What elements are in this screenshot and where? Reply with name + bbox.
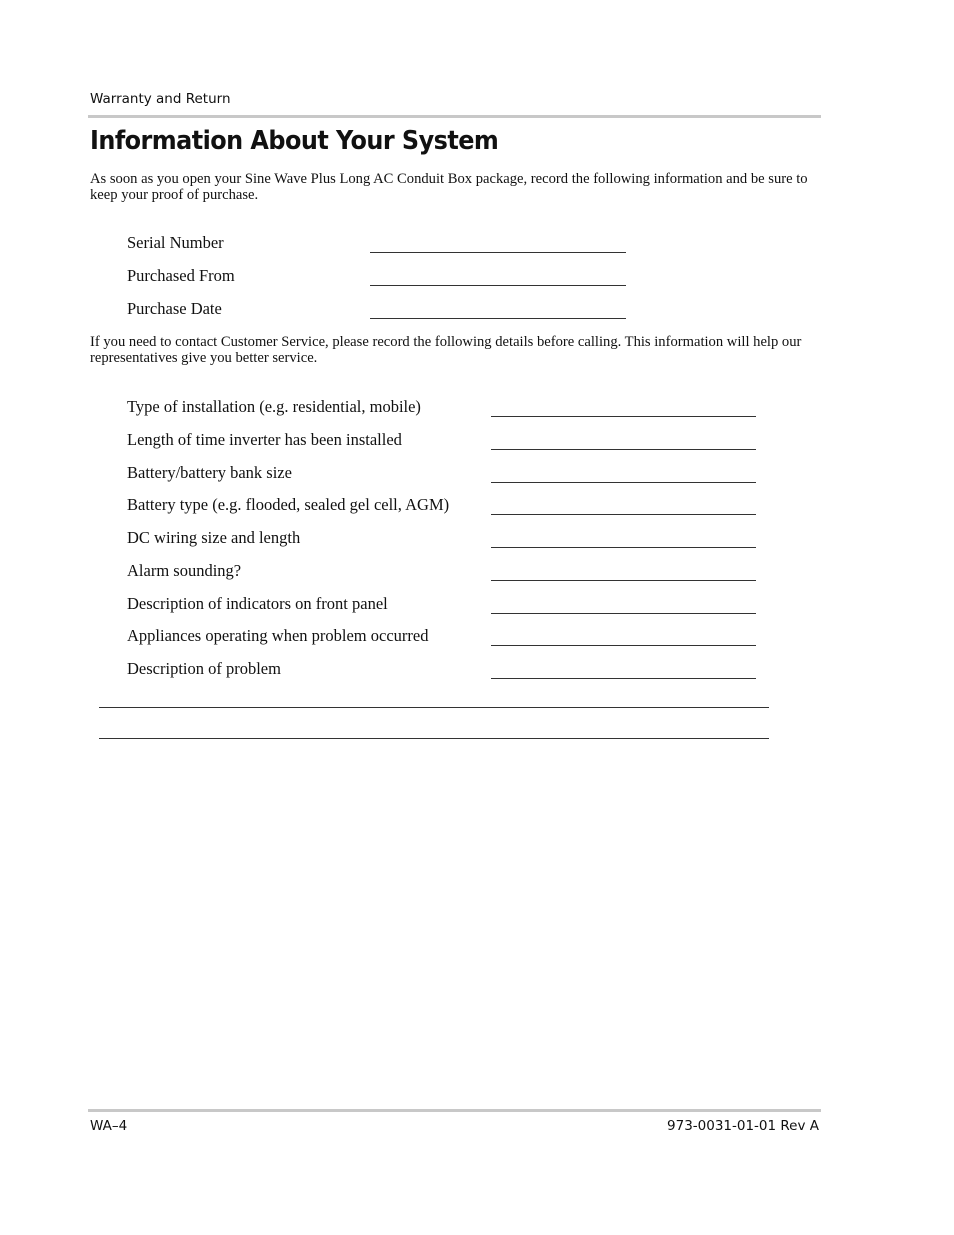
- field-blank-line: [491, 547, 756, 548]
- field-label: Appliances operating when problem occurred: [127, 626, 429, 645]
- field-label: Battery type (e.g. flooded, sealed gel cell, AGM): [127, 495, 450, 514]
- field-label: DC wiring size and length: [127, 528, 301, 547]
- intro-paragraph: As soon as you open your Sine Wave Plus Long AC Conduit Box package, record the following information and be sure to keep your proof of purchase.: [90, 171, 808, 203]
- field-blank-line: [491, 613, 756, 614]
- field-label: Length of time inverter has been installed: [127, 430, 402, 449]
- field-blank-line: [491, 449, 756, 450]
- header-rule: [88, 115, 821, 118]
- running-header: Warranty and Return: [90, 91, 231, 107]
- field-blank-line: [370, 285, 626, 286]
- field-blank-line: [491, 514, 756, 515]
- field-label: Description of problem: [127, 659, 281, 678]
- footer-document-number: 973-0031-01-01 Rev A: [667, 1118, 819, 1134]
- footer-rule: [88, 1109, 821, 1112]
- field-blank-line: [491, 580, 756, 581]
- page-title: Information About Your System: [90, 126, 499, 156]
- problem-description-line-1: [99, 707, 769, 708]
- field-blank-line: [491, 482, 756, 483]
- field-label: Alarm sounding?: [127, 561, 242, 580]
- field-label: Purchased From: [127, 266, 235, 285]
- field-blank-line: [491, 416, 756, 417]
- field-label: Type of installation (e.g. residential, mobile): [127, 397, 421, 416]
- field-blank-line: [491, 678, 756, 679]
- footer-page-number: WA–4: [90, 1118, 128, 1134]
- field-label: Description of indicators on front panel: [127, 594, 388, 613]
- field-label: Serial Number: [127, 233, 224, 252]
- field-label: Purchase Date: [127, 299, 222, 318]
- field-blank-line: [370, 252, 626, 253]
- problem-description-line-2: [99, 738, 769, 739]
- service-paragraph: If you need to contact Customer Service, please record the following details before calling. This information will help our representatives give you better service.: [90, 334, 802, 366]
- field-blank-line: [370, 318, 626, 319]
- field-label: Battery/battery bank size: [127, 463, 292, 482]
- field-blank-line: [491, 645, 756, 646]
